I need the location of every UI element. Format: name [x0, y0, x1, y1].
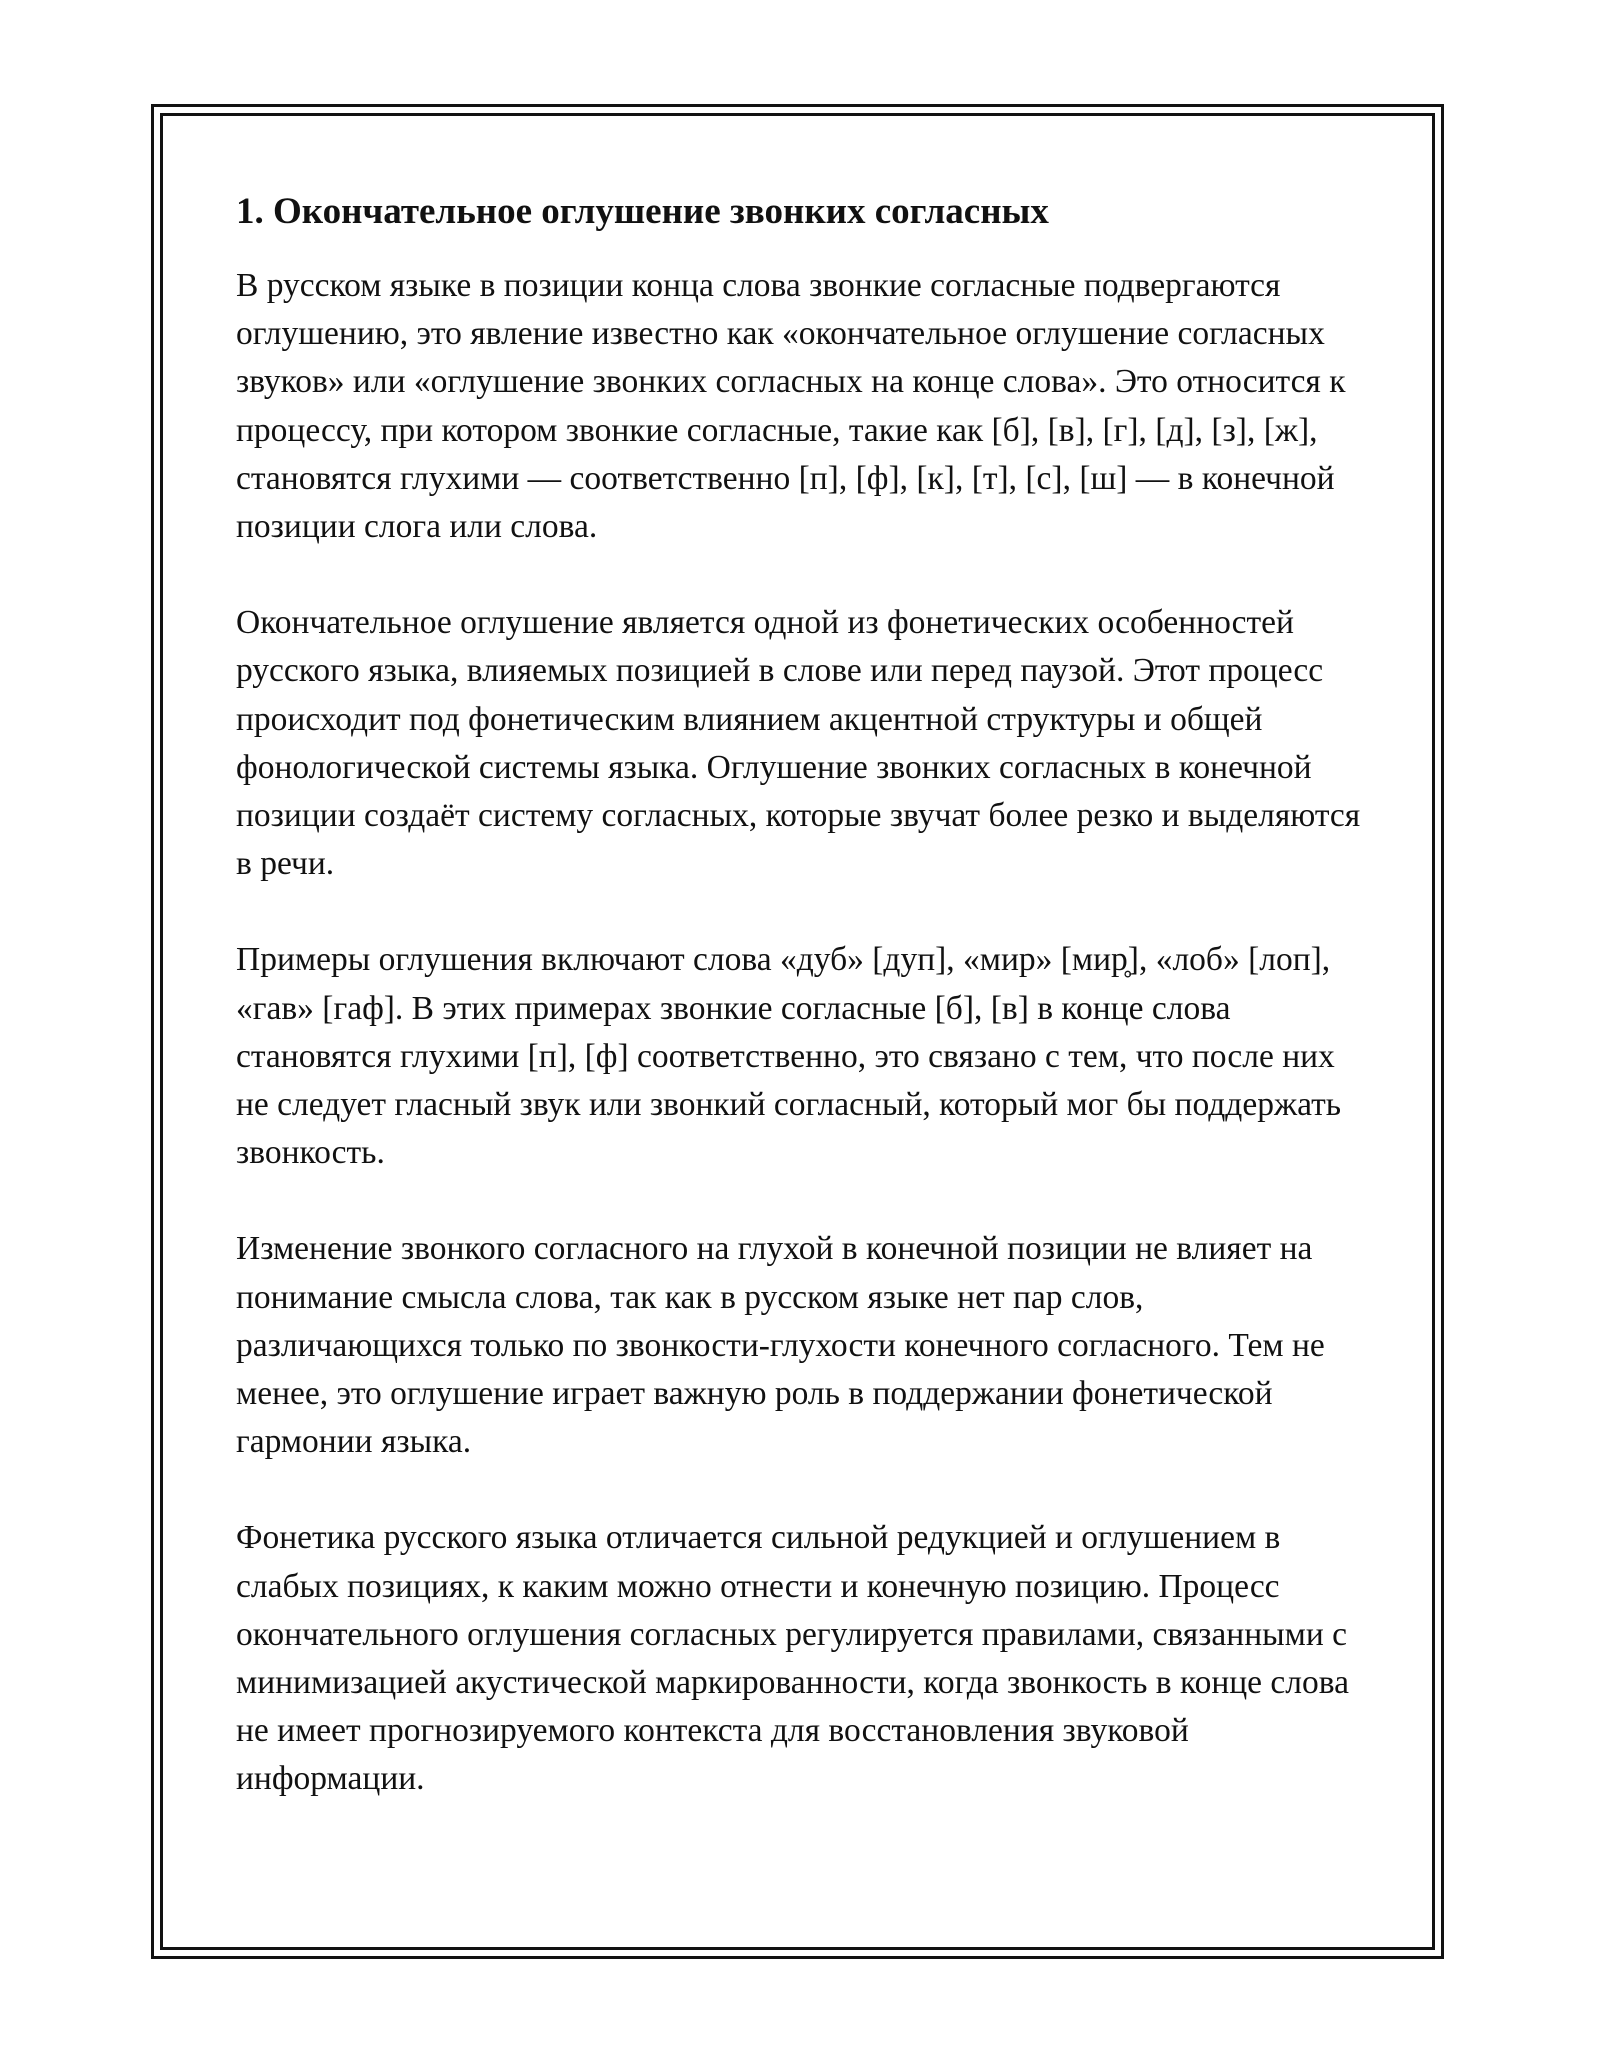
paragraph-examples: Примеры оглушения включают слова «дуб» [дуп], «мир» [мир̥], «лоб» [лоп], «гав» [гаф]. В этих примерах звонкие согласные [б], [в] в конце слова становятся глухими [п], [ф] соответственно, это связано с тем, что после них не следует гласный звук или звонкий согласный, который мог бы поддержать звонкость. [236, 941, 1342, 1172]
paragraph-phonetic-features: Окончательное оглушение является одной из фонетических особенностей русского языка, влияемых позицией в слове или перед паузой. Этот процесс происходит под фонетическим влиянием акцентной структуры и общей фонологической системы языка. Оглушение звонких согласных в конечной позиции создаёт систему согласных, которые звучат более резко и выделяются в речи. [236, 604, 1361, 883]
paragraph-meaning-impact: Изменение звонкого согласного на глухой в конечной позиции не влияет на понимание смысла слова, так как в русском языке нет пар слов, различающихся только по звонкости-глухости конечного согласного. Тем не менее, это оглушение играет важную роль в поддержании фонетической гармонии языка. [236, 1230, 1325, 1461]
paragraph-weak-positions: Фонетика русского языка отличается сильной редукцией и оглушением в слабых позициях, к каким можно отнести и конечную позицию. Процесс окончательного оглушения согласных регулируется правилами, связанными с минимизацией акустической маркированности, когда звонкость в конце слова не имеет прогнозируемого контекста для восстановления звуковой информации. [236, 1519, 1350, 1798]
section-heading: 1. Окончательное оглушение звонких согласных [236, 191, 1049, 232]
document-body [236, 188, 1366, 1852]
paragraph-final-devoicing-intro: В русском языке в позиции конца слова звонкие согласные подвергаются оглушению, это явление известно как «окончательное оглушение согласных звуков» или «оглушение звонких согласных на конце слова». Это относится к процессу, при котором звонкие согласные, такие как [б], [в], [г], [д], [з], [ж], становятся глухими — соответственно [п], [ф], [к], [т], [с], [ш] — в конечной позиции слога или слова. [236, 267, 1346, 546]
